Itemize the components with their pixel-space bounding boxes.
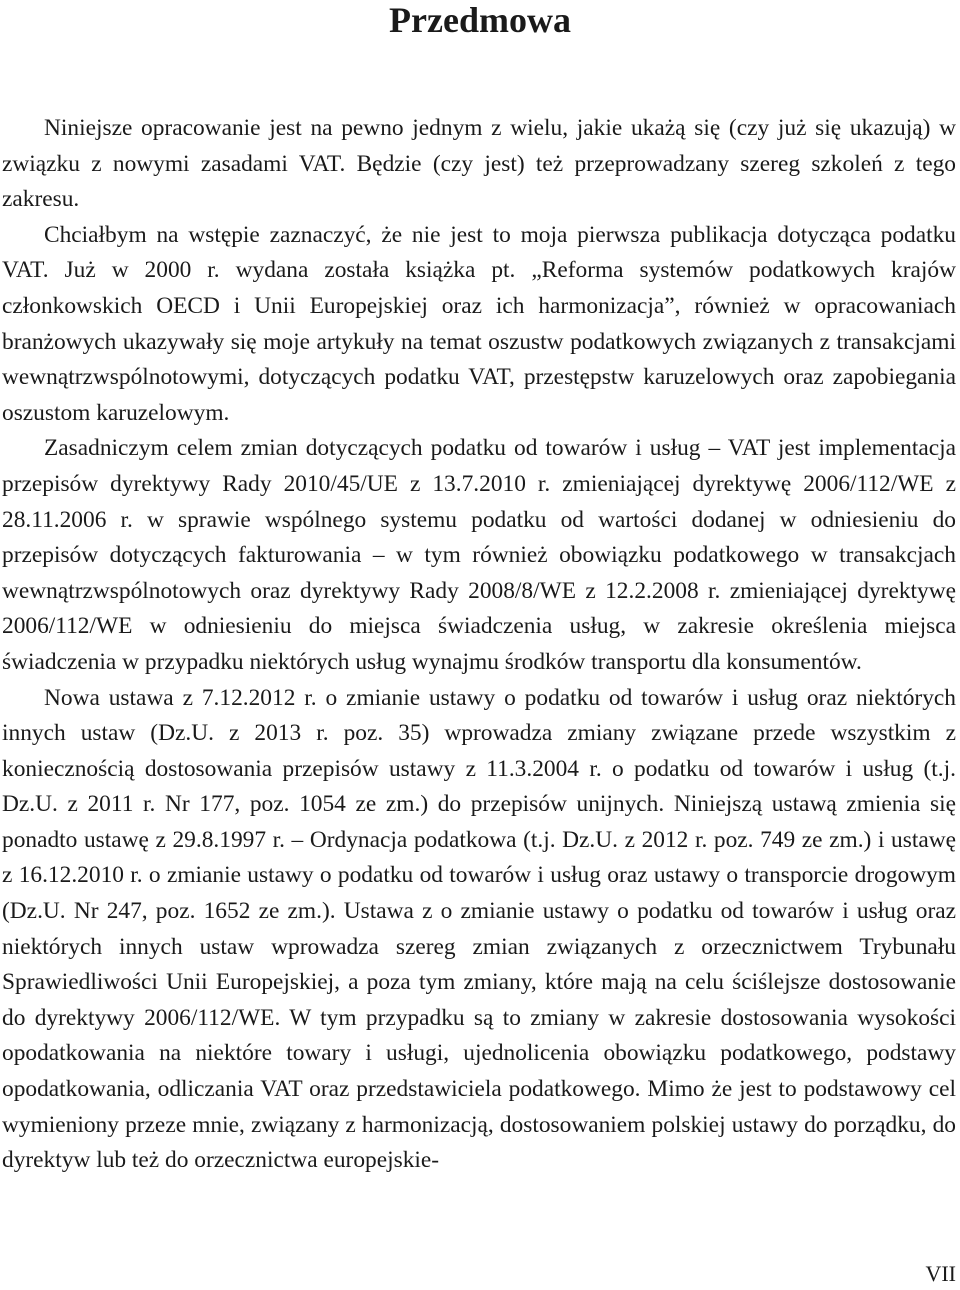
- paragraph-4: Nowa ustawa z 7.12.2012 r. o zmianie ustawy o podatku od towarów i usług oraz niektórych innych ustaw (Dz.U. z 2013 r. poz. 35) wprowadza zmiany związane przede wszystkim z koniecznością dostosowania przepisów ustawy z 11.3.2004 r. o podatku od towarów i usług (t.j. Dz.U. z 2011 r. Nr 177, poz. 1054 ze zm.) do przepisów unijnych. Niniejszą ustawą zmienia się ponadto ustawę z 29.8.1997 r. – Ordynacja podatkowa (t.j. Dz.U. z 2012 r. poz. 749 ze zm.) i ustawę z 16.12.2010 r. o zmianie ustawy o podatku od towarów i usług oraz ustawy o transporcie drogowym (Dz.U. Nr 247, poz. 1652 ze zm.). Ustawa z o zmianie ustawy o podatku od towarów i usług oraz niektórych innych ustaw wprowadza szereg zmian związanych z orzecznictwem Trybunału Sprawiedliwości Unii Europejskiej, a poza tym zmiany, które mają na celu ściślejsze dostosowanie do dyrektywy 2006/112/WE. W tym przypadku są to zmiany w zakresie dostosowania wysokości opodatkowania na niektóre towary i usługi, ujednolicenia obowiązku podatkowego, podstawy opodatkowania, odliczania VAT oraz przedstawiciela podatkowego. Mimo że jest to podstawowy cel wymieniony przeze mnie, związany z harmonizacją, dostosowaniem polskiej ustawy do porządku, do dyrektyw lub też do orzecznictwa europejskie-: [2, 684, 956, 1174]
- paragraph-1: Niniejsze opracowanie jest na pewno jednym z wielu, jakie ukażą się (czy już się ukazują) w związku z nowymi zasadami VAT. Będzie (czy jest) też przeprowadzany szereg szkoleń z tego zakresu.: [2, 115, 956, 213]
- paragraph-3: Zasadniczym celem zmian dotyczących podatku od towarów i usług – VAT jest implementacja przepisów dyrektywy Rady 2010/45/UE z 13.7.2010 r. zmieniającej dyrektywę 2006/112/WE z 28.11.2006 r. w sprawie wspólnego systemu podatku od wartości dodanej w odniesieniu do przepisów dotyczących fakturowania – w tym również obowiązku podatkowego w transakcjach wewnątrzwspólnotowych oraz dyrektywy Rady 2008/8/WE z 12.2.2008 r. zmieniającej dyrektywę 2006/112/WE w odniesieniu do miejsca świadczenia usług, w zakresie określenia miejsca świadczenia w przypadku niektórych usług wynajmu środków transportu dla konsumentów.: [2, 435, 956, 675]
- page-title: Przedmowa: [389, 0, 571, 40]
- paragraph-2: Chciałbym na wstępie zaznaczyć, że nie jest to moja pierwsza publikacja dotycząca podatku VAT. Już w 2000 r. wydana została książka pt. „Reforma systemów podatkowych krajów członkowskich OECD i Unii Europejskiej oraz ich harmonizacja”, również w opracowaniach branżowych ukazywały się moje artykuły na temat oszustw podatkowych związanych z transakcjami wewnątrzwspólnotowymi, dotyczących podatku VAT, przestępstw karuzelowych oraz zapobiegania oszustom karuzelowym.: [2, 221, 956, 426]
- page-number: VII: [925, 1261, 956, 1286]
- body-text: [2, 111, 956, 1179]
